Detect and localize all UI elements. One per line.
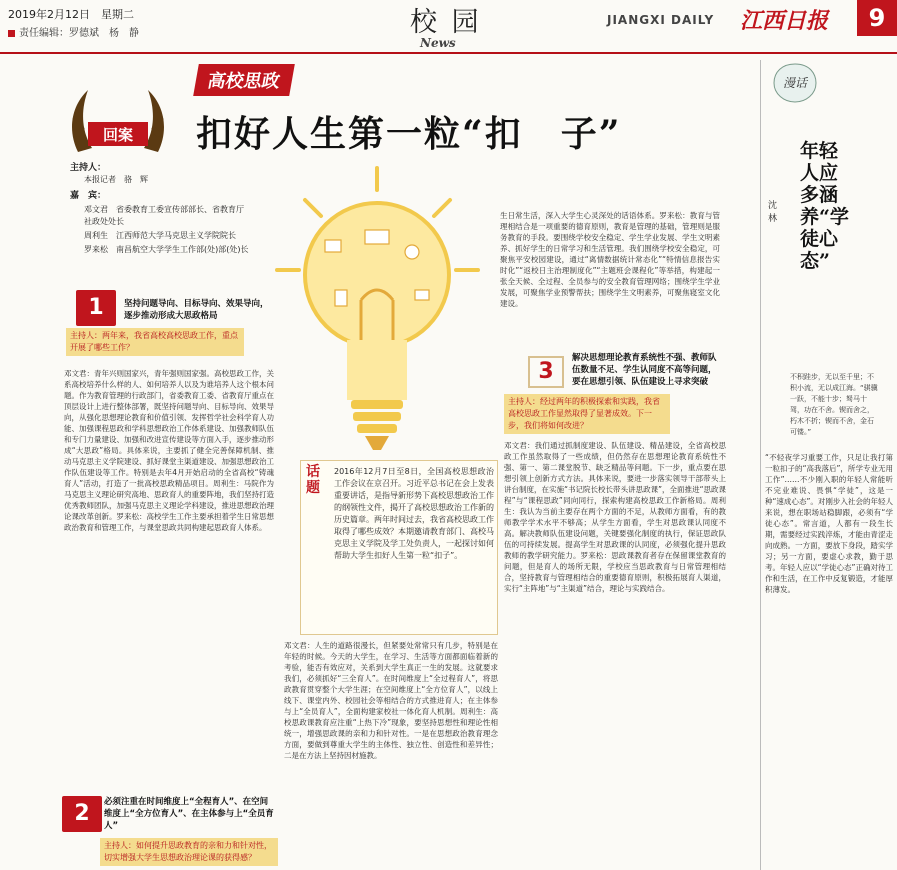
laurel-emblem-icon [58, 82, 178, 162]
section-number: 1 [76, 290, 116, 326]
host-question: 主持人：两年来，我省高校高校思政工作，重点开展了哪些工作？ [66, 328, 244, 356]
guests-label: 嘉 宾： [70, 191, 107, 201]
paper-name-en: JIANGXI DAILY [607, 13, 715, 27]
sidebar-quote: 不积跬步，无以至千里；不积小流，无以成江海。“骐骥一跃，不能十步；驽马十驾，功在不舍。锲而舍之，朽木不折；锲而不舍，金石可镂。” [790, 373, 878, 436]
paper-logo: 江西日报 [740, 8, 829, 34]
lightbulb-illustration-icon [265, 160, 490, 460]
topic-label: 话题 [306, 464, 320, 496]
header-editor-text: 责任编辑：罗德斌 杨 静 [19, 28, 139, 39]
section-number: 3 [528, 356, 564, 388]
section-title: 校 园 [410, 7, 482, 38]
article-column: 生日常生活，深入大学生心灵深处的话语体系。罗来松：教育与管理相结合是一项重要的德育原则，教育是管理的基础，管理则是服务教育的手段。要围绕学校安全稳定、学生学业发展、学生文明素养、抓好学生的日常学习和生活管理。我们围绕学校安全稳定，可聚焦平安校园建设，通过“离情数据统计常态化”“特情信息报告实时化”“返校日主治理制度化”“主题班会课程化”等举措，构建起一张全天候、全过程、全员参与的安全教育管理网络；围绕学生学业发展，可聚焦学业预警帮扶；围绕学生文明素养，可聚焦寝室文化建设。 [500, 211, 720, 308]
sidebar-divider [760, 60, 761, 870]
page-number: 9 [857, 0, 897, 36]
topic-text: 2016年12月7日至8日，全国高校思想政治工作会议在京召开。习近平总书记在会上发表重要讲话，是指导新形势下高校思想政治工作的纲领性文件，揭开了高校思想政治工作新的历史篇章。两年时间过去，我省高校思政工作取得了哪些成效？本期邀请教育部门、高校马克思主义学院及学工处负责人，一起探讨如何帮助大学生扣好人生第一粒“扣子”。 [334, 467, 494, 560]
section-number: 2 [62, 796, 102, 832]
host-question: 主持人：经过两年的积极探索和实践，我省高校思政工作显然取得了显著成效。下一步，我们将如何改进？ [504, 394, 670, 434]
article-column: 邓文君：青年兴则国家兴，青年强则国家强。高校思政工作，关系高校培养什么样的人、如何培养人以及为谁培养人这个根本问题。作为教育管理的行政部门，省委教育工委、省教育厅重点在顶层设计上进行整体部署，既坚持问题导向、目标导向、效果导向，从强化思想理论教育和价值引领、发挥哲学社会科学育人功能、加强课程思政和学科思想政治工作体系建设、加强教师队伍和专门力量建设、加强和改进宣传建设等方面入手，逐步推动形成“大思政”格局。具体来说，主要抓了健全完善保障机制、推动马克思主义学院建设、抓好课堂主渠道建设、加强思想政治工作队伍建设等工作。特别是去年4月开始启动的全省高校“铸魂育人”活动，打造了一批高校思政精品项目。周利生：马院作为马克思主义理论研究高地、思政育人的重要阵地，我们坚持打造优秀教师团队，加强马克思主义理论学科建设，推进思想政治理论课改革创新。罗来松：高校学生工作主要承担着学生日常思想政治教育和管理工作，与课堂思政共同构建起思政育人体系。 [64, 369, 274, 532]
section-heading: 坚持问题导向、目标导向、效果导向，逐步推动形成大思政格局 [124, 299, 269, 321]
host-name: 本报记者 骆 辉 [84, 175, 148, 184]
square-bullet-icon [8, 30, 15, 37]
guest-item: 邓文君 省委教育工委宣传部部长、省教育厅社政处处长 [84, 205, 244, 226]
host-question: 主持人：如何提升思政教育的亲和力和针对性，切实增强大学生思想政治理论课的获得感？ [100, 838, 278, 866]
topic-tag: 高校思政 [193, 64, 295, 96]
sidebar-author: 沈 林 [768, 201, 787, 224]
header-editor [8, 24, 139, 39]
host-guests [70, 162, 250, 256]
host-label: 主持人： [70, 163, 107, 173]
header-divider [0, 52, 897, 54]
laurel-label: 回案 [102, 126, 134, 144]
section-title-en: News [420, 36, 456, 50]
article-column: 邓文君：人生的道路很漫长，但紧要处常常只有几步，特别是在年轻的时候。今天的大学生，在学习、生活等方面都面临着新的考验，能否有效应对，关系到大学生真正一生的发展。这就要求我们，必须抓好“三全育人”。在时间维度上“全过程育人”，将思政教育贯穿整个大学生涯；在空间维度上“全方位育人”，以线上线下、课堂内外、校园社会等相结合的方式推进育人；在主体参与上“全员育人”，全面构建家校社一体化育人机制。周利生：高校思政课教育应注重“上热下冷”现象，要坚持思想性和理论性相统一，增强思政课的亲和力和针对性。一是在思想政治教育理念方面，要做到尊重大学生的主体性、独立性、创造性和差异性；二是在方法上坚持因材施教。 [284, 641, 498, 760]
manbi-badge-icon [770, 60, 820, 106]
sidebar-headline: 年轻人应多涵养“学徒心态” [800, 140, 849, 272]
manbi-label: 漫话 [782, 76, 808, 90]
header-date: 2019年2月12日 星期二 [8, 8, 134, 21]
guest-item: 周利生 江西师范大学马克思主义学院院长 [84, 231, 236, 240]
feature-headline: 扣好人生第一粒“扣 子” [196, 113, 622, 155]
section-heading: 必须注重在时间维度上“全程育人”、在空间维度上“全方位育人”、在主体参与上“全员育人” [104, 797, 274, 831]
article-column: 邓文君：我们通过抓制度建设、队伍建设、精品建设，全省高校思政工作虽然取得了一些成绩，但仍然存在思想理论教育系统性不强、第一、第二课堂脱节、缺乏精品等问题。下一步，重点要在思想引领上创新方式方法。具体来说，要进一步落实领导干部带头上讲台制度，在实施“书记院长校长带头讲思政课”，全面推进“思政课程”与“课程思政”同向同行，探索构建高校思政工作新格局。周利生：我认为当前主要存在两个方面的不足，从教师方面看，有的教师教学学术水平不够高；从学生方面看，学生对思政课认同度不高。解决教师队伍建设问题，关键要强化制度的执行，保证思政队伍的可持续发展。提高学生对思政课的认同度，必须强化提升思政教师的教学研究能力。罗来松：思政课教育者存在保留课堂教育的问题，但是育人的场所无限，学校应当思政教育与日常管理相结合，坚持教育与管理相结合的重要德育原则，积极拓展育人渠道，实行“主阵地”与“主渠道”结合，理论与实践结合。 [504, 441, 726, 593]
sidebar-body: “不轻夜学习重要工作，只足让我打第一粒扣子的“高我落后”，所学专业无用工作”……不少刚入职的年轻人常能听不完业难说、畏惧“学徒”，这是一种“速成心态”。对刚步入社会的年轻人来说，想在职场站稳脚跟，必须有“学徒心态”。常言道，人都有一段生长期，需要经过实践淬炼，才能由青涩走向成熟。一方面，要放下身段，踏实学习；另一方面，要虚心求教，勤于思考。年轻人应以“学徒心态”正确对待工作和生活，在工作中反复锻造，才能厚积薄发。 [765, 453, 893, 594]
guest-item: 罗来松 南昌航空大学学生工作部(处)部(处)长 [84, 245, 249, 254]
section-heading: 解决思想理论教育系统性不强、教师队伍数量不足、学生认同度不高等问题，要在思想引领、队伍建设上寻求突破 [572, 353, 717, 387]
